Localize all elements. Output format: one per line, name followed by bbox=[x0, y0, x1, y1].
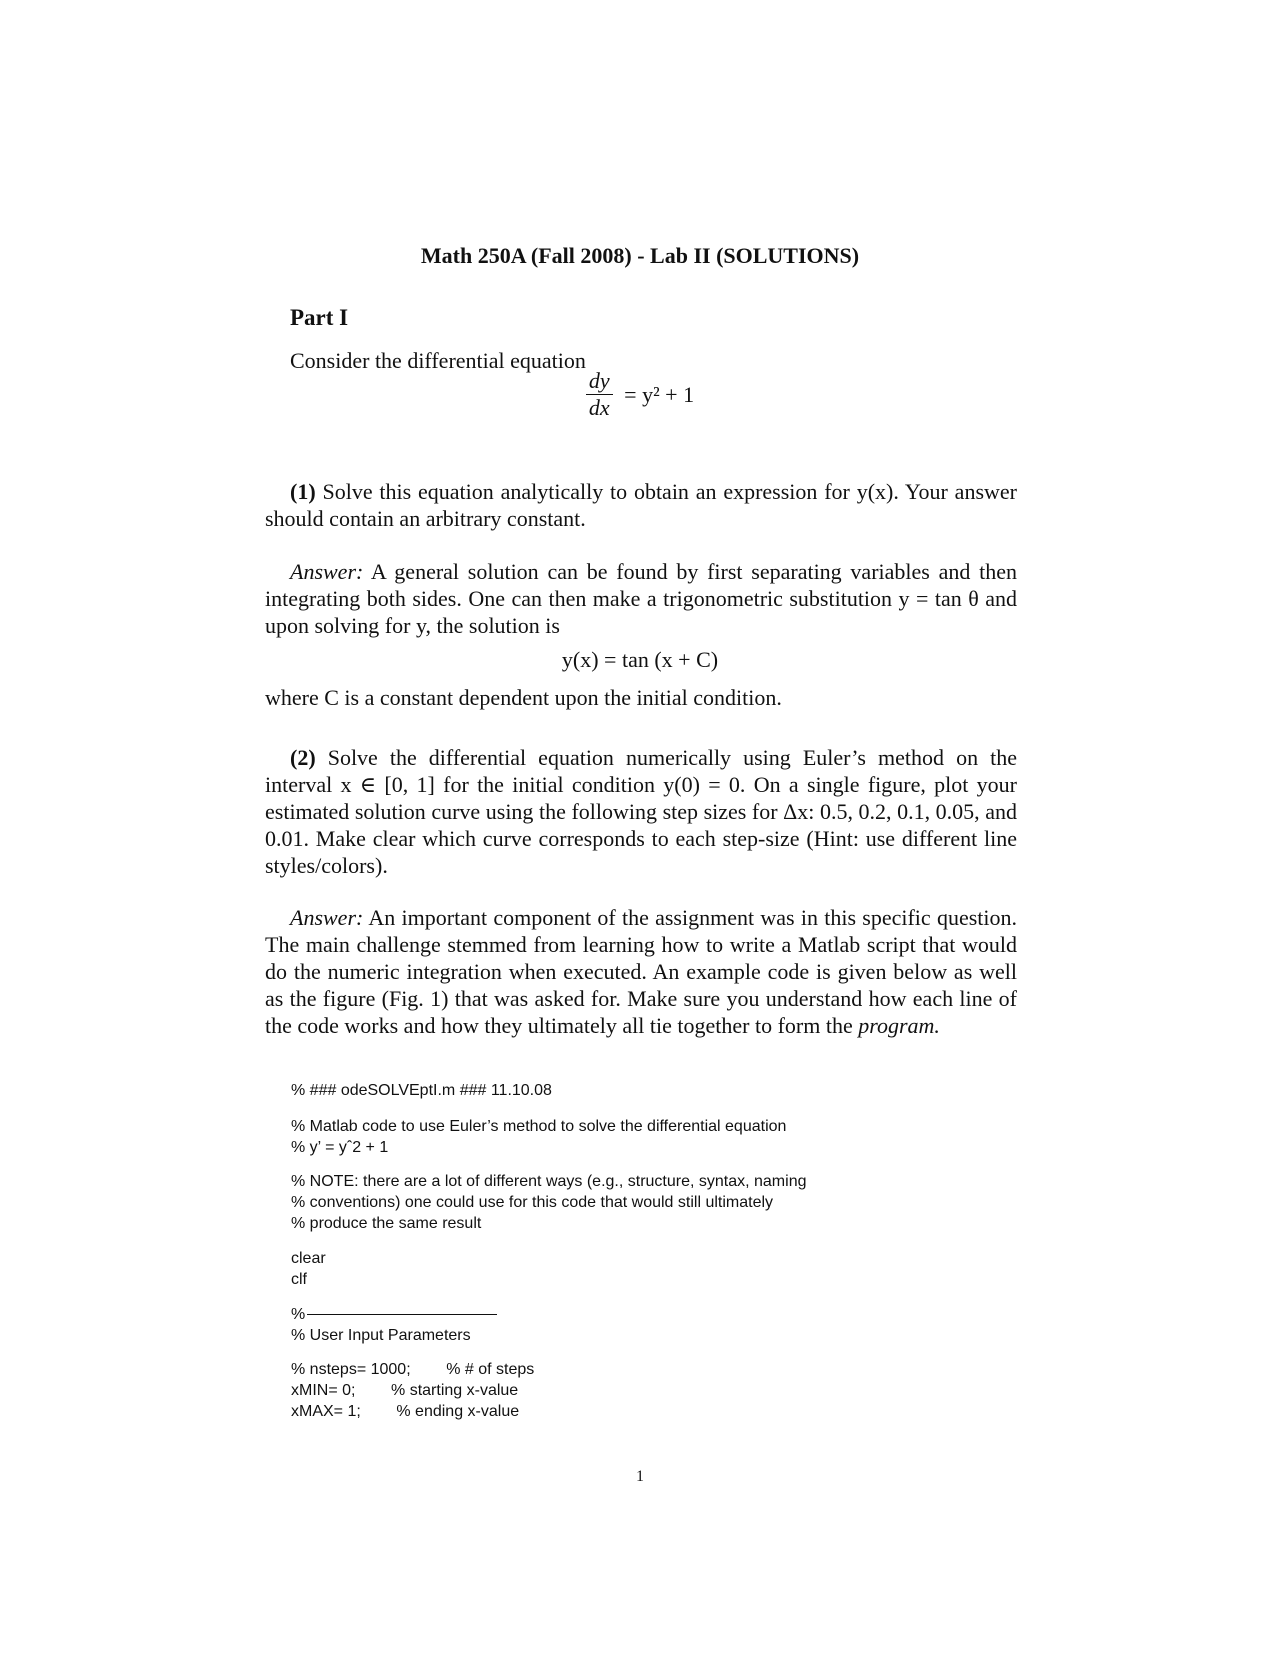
code-xmin: xMIN= 0; % starting x-value bbox=[291, 1382, 519, 1399]
question-2-label: (2) bbox=[290, 745, 316, 770]
code-header: % ### odeSOLVEptI.m ### 11.10.08 bbox=[291, 1082, 552, 1099]
code-note-3: % produce the same result bbox=[291, 1215, 482, 1232]
code-separator bbox=[291, 1304, 497, 1325]
question-1-label: (1) bbox=[290, 479, 316, 504]
answer-1-continuation: where C is a constant dependent upon the initial condition. bbox=[265, 685, 782, 710]
answer-1-label: Answer: bbox=[290, 559, 364, 584]
page-title: Math 250A (Fall 2008) - Lab II (SOLUTIONS) bbox=[420, 243, 860, 268]
answer-2-label: Answer: bbox=[290, 905, 364, 930]
answer-2 bbox=[265, 904, 1017, 1039]
answer-1 bbox=[265, 558, 1017, 639]
equation-solution: y(x) = tan (x + C) bbox=[561, 647, 719, 672]
code-description-1: % Matlab code to use Euler’s method to solve the differential equation bbox=[291, 1118, 787, 1135]
code-note-2: % conventions) one could use for this code that would still ultimately bbox=[291, 1194, 774, 1211]
equation-rhs: = y² + 1 bbox=[624, 381, 695, 407]
code-section-heading: % User Input Parameters bbox=[291, 1327, 471, 1344]
page-number: 1 bbox=[636, 1468, 644, 1485]
code-separator-rule bbox=[307, 1314, 497, 1315]
intro-text: Consider the differential equation bbox=[290, 348, 586, 373]
code-nsteps: % nsteps= 1000; % # of steps bbox=[291, 1361, 535, 1378]
fraction-denominator: dx bbox=[588, 395, 610, 420]
question-1 bbox=[265, 478, 1017, 532]
question-2 bbox=[265, 744, 1017, 879]
code-separator-prefix: % bbox=[291, 1306, 306, 1323]
fraction-dy-dx bbox=[586, 368, 613, 421]
question-1-text: Solve this equation analytically to obtain an expression for y(x). Your answer should contain an arbitrary constant. bbox=[265, 479, 1017, 531]
code-description-2: % y’ = yˆ2 + 1 bbox=[291, 1139, 389, 1156]
code-note-1: % NOTE: there are a lot of different ways (e.g., structure, syntax, naming bbox=[291, 1173, 807, 1190]
code-xmax: xMAX= 1; % ending x-value bbox=[291, 1403, 520, 1420]
code-clear: clear bbox=[291, 1250, 326, 1267]
answer-2-text: An important component of the assignment was in this specific question. The main challenge stemmed from learning how to write a Matlab script that would do the numeric integration when executed. An example code is given below as well as the figure (Fig. 1) that was asked for. Make sure you understand how each line of the code works and how they ultimately all tie together to form the bbox=[265, 905, 1017, 1038]
answer-2-end: program. bbox=[858, 1013, 940, 1038]
part-heading: Part I bbox=[290, 305, 349, 330]
answer-1-text: A general solution can be found by first separating variables and then integrating both sides. One can then make a trigonometric substitution y = tan θ and upon solving for y, the solution is bbox=[265, 559, 1017, 638]
equation-differential bbox=[0, 368, 1280, 421]
question-2-text: Solve the differential equation numerically using Euler’s method on the interval x ∈ [0, 1] for the initial condition y(0) = 0. On a single figure, plot your estimated solution curve using the following step sizes for Δx: 0.5, 0.2, 0.1, 0.05, and 0.01. Make clear which curve corresponds to each step-size (Hint: use different line styles/colors). bbox=[265, 745, 1017, 878]
code-clf: clf bbox=[291, 1271, 307, 1288]
fraction-numerator: dy bbox=[586, 368, 613, 395]
